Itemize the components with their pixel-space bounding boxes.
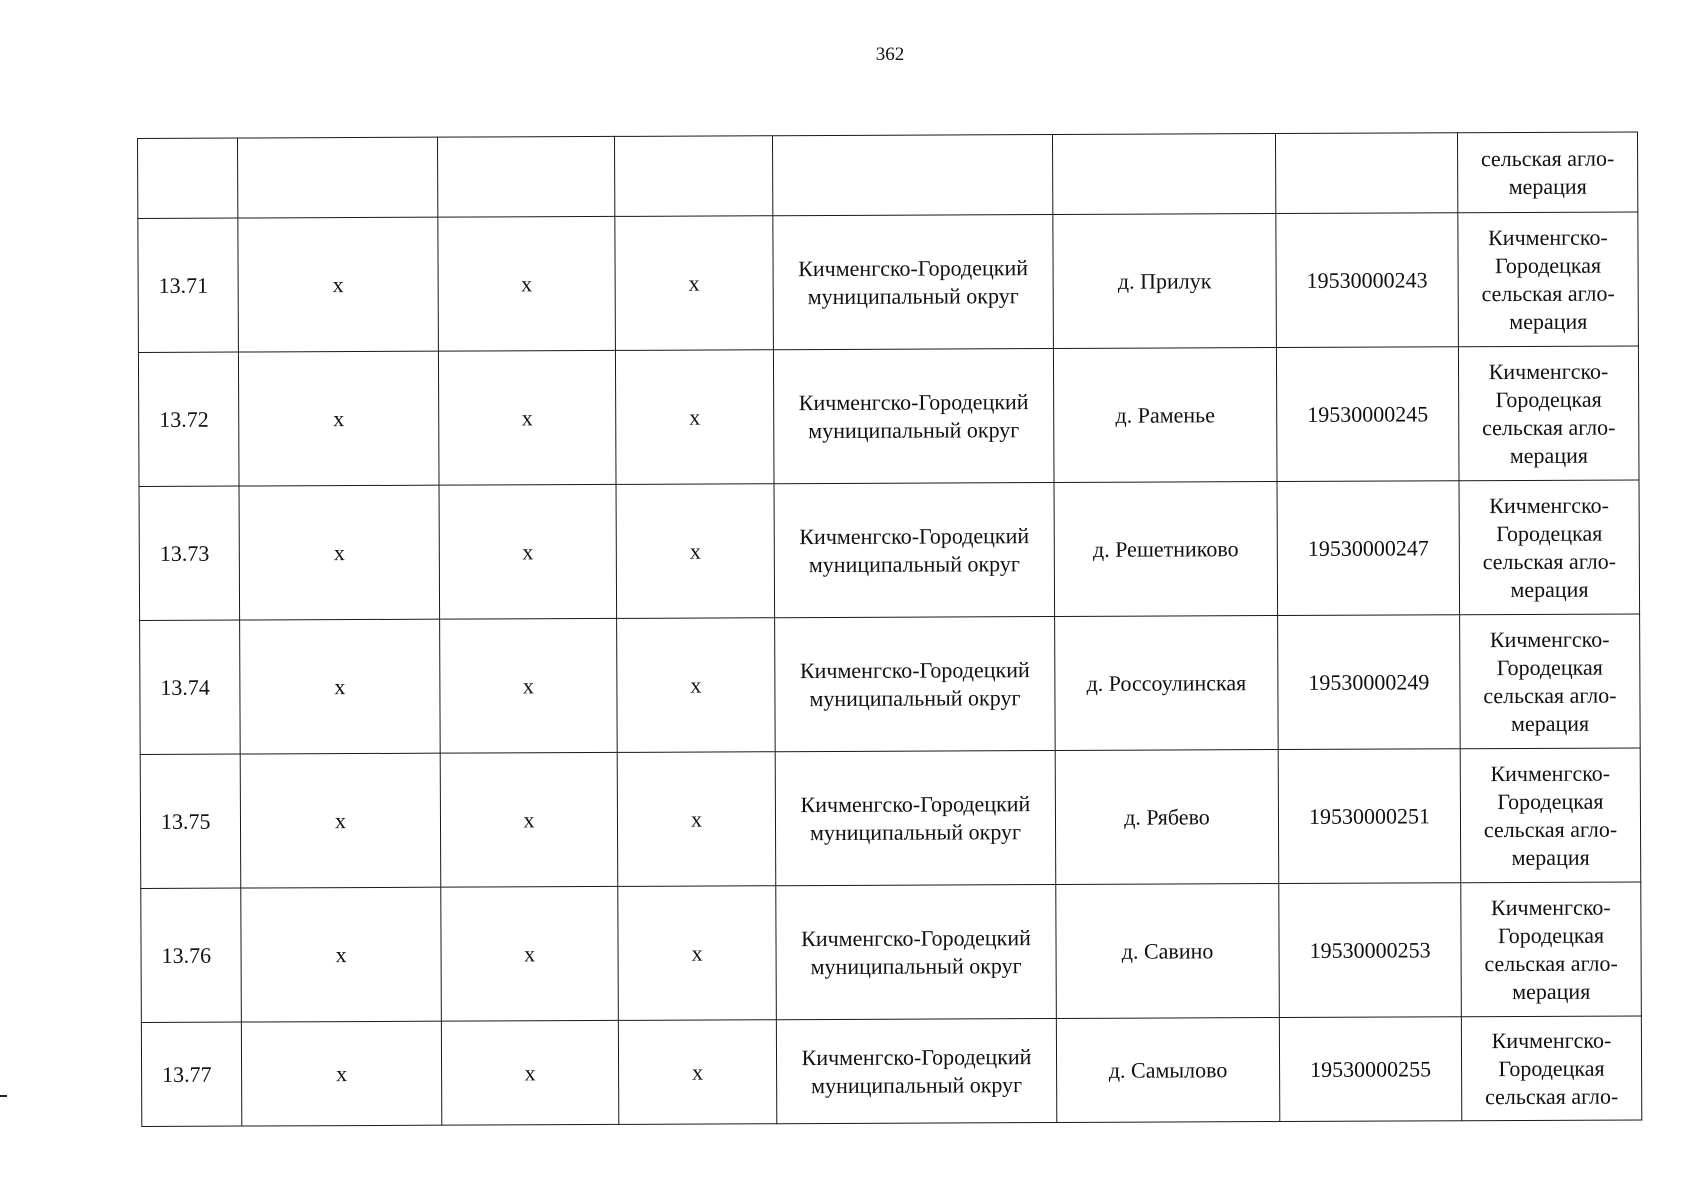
agglomeration-line: Городецкая xyxy=(1494,252,1602,278)
cell-settlement: д. Решетниково xyxy=(1054,482,1278,617)
agglomeration-line: мерация xyxy=(1511,844,1590,870)
cell-code: 19530000253 xyxy=(1279,883,1462,1018)
table-body xyxy=(138,132,1642,1127)
cell-col4 xyxy=(614,136,772,217)
cell-district xyxy=(776,1018,1056,1123)
agglomeration-line: Кичменгско- xyxy=(1488,224,1608,250)
agglomeration-line: сельская агло- xyxy=(1482,548,1617,574)
cell-settlement xyxy=(1052,134,1275,215)
cell-district xyxy=(774,483,1055,618)
cell-col2: х xyxy=(241,887,442,1022)
cell-number: 13.76 xyxy=(141,888,242,1022)
agglomeration-line: Кичменгско- xyxy=(1489,492,1609,518)
agglomeration-line: Городецкая xyxy=(1496,654,1603,680)
agglomeration-line: мерация xyxy=(1508,173,1587,199)
agglomeration-line: сельская агло- xyxy=(1481,280,1615,306)
cell-number: 13.73 xyxy=(139,486,240,620)
cell-col3: х xyxy=(438,350,616,485)
district-line: муниципальный округ xyxy=(808,550,1020,577)
cell-col2: х xyxy=(239,485,440,620)
cell-agglomeration xyxy=(1457,132,1637,213)
cell-col3: х xyxy=(438,216,616,351)
cell-col4: х xyxy=(616,484,775,619)
district-line: муниципальный округ xyxy=(810,952,1022,979)
cell-code xyxy=(1275,133,1457,214)
district-line: Кичменгско-Городецкий xyxy=(798,388,1029,415)
agglomeration-line: сельская агло- xyxy=(1484,1083,1619,1109)
cell-col3: х xyxy=(441,886,619,1021)
cell-col2 xyxy=(238,137,438,218)
district-line: Кичменгско-Городецкий xyxy=(799,522,1030,549)
agglomeration-line: сельская агло- xyxy=(1484,950,1618,976)
district-line: муниципальный округ xyxy=(811,1071,1023,1098)
margin-mark xyxy=(0,1095,7,1097)
agglomeration-line: мерация xyxy=(1509,308,1588,334)
cell-district xyxy=(773,349,1054,484)
agglomeration-line: Городецкая xyxy=(1498,1055,1605,1081)
table-row xyxy=(139,480,1640,621)
cell-number: 13.71 xyxy=(138,218,239,352)
agglomeration-line: Городецкая xyxy=(1496,520,1603,546)
cell-col4: х xyxy=(617,618,776,753)
cell-col3: х xyxy=(441,1020,618,1125)
agglomeration-line: сельская агло- xyxy=(1483,816,1618,842)
district-line: Кичменгско-Городецкий xyxy=(800,790,1031,817)
district-line: муниципальный округ xyxy=(808,416,1020,443)
cell-col3: х xyxy=(439,484,617,619)
cell-agglomeration xyxy=(1459,480,1640,615)
cell-settlement: д. Прилук xyxy=(1053,214,1277,349)
agglomeration-line: мерация xyxy=(1510,576,1589,602)
cell-settlement: д. Россоулинская xyxy=(1055,616,1279,751)
table-row xyxy=(141,882,1642,1023)
cell-agglomeration xyxy=(1461,882,1642,1017)
agglomeration-line: Кичменгско- xyxy=(1490,894,1611,920)
cell-settlement: д. Самылово xyxy=(1056,1018,1279,1123)
table-row xyxy=(140,614,1641,755)
cell-number: 13.72 xyxy=(138,352,239,486)
cell-col4: х xyxy=(615,216,774,351)
cell-settlement: д. Рябево xyxy=(1055,750,1279,885)
district-line: Кичменгско-Городецкий xyxy=(801,924,1031,951)
cell-col3: х xyxy=(440,618,618,753)
cell-settlement: д. Раменье xyxy=(1053,348,1277,483)
table-row xyxy=(138,212,1639,353)
table-row xyxy=(138,346,1639,487)
district-line: муниципальный округ xyxy=(809,684,1021,711)
cell-district xyxy=(772,135,1052,216)
cell-code: 19530000243 xyxy=(1276,213,1459,348)
agglomeration-line: Городецкая xyxy=(1495,386,1602,412)
cell-col2: х xyxy=(238,351,439,486)
page-number: 362 xyxy=(875,44,905,65)
cell-code: 19530000247 xyxy=(1277,481,1460,616)
cell-col2: х xyxy=(240,619,441,754)
cell-col3 xyxy=(437,136,614,217)
agglomeration-line: мерация xyxy=(1512,978,1591,1004)
cell-col4: х xyxy=(618,886,777,1021)
agglomeration-line: Городецкая xyxy=(1497,922,1605,948)
table-row xyxy=(141,1016,1641,1127)
cell-col4: х xyxy=(618,1020,776,1125)
cell-col2: х xyxy=(240,753,441,888)
cell-code: 19530000249 xyxy=(1278,615,1461,750)
cell-district xyxy=(775,750,1056,885)
cell-agglomeration xyxy=(1458,212,1639,347)
cell-code: 19530000251 xyxy=(1278,749,1461,884)
district-line: Кичменгско-Городецкий xyxy=(801,1043,1032,1070)
table-row xyxy=(140,748,1641,889)
cell-settlement: д. Савино xyxy=(1056,884,1280,1019)
cell-number: 13.77 xyxy=(141,1022,241,1126)
agglomeration-line: мерация xyxy=(1510,710,1590,736)
cell-district xyxy=(776,884,1057,1019)
cell-district xyxy=(775,617,1056,752)
cell-agglomeration xyxy=(1460,748,1641,883)
cell-col2: х xyxy=(238,217,439,352)
cell-number: 13.75 xyxy=(140,754,241,888)
cell-agglomeration xyxy=(1460,614,1641,749)
table-container xyxy=(137,131,1642,1127)
agglomeration-line: Кичменгско- xyxy=(1491,1027,1612,1053)
cell-number xyxy=(138,138,238,218)
agglomeration-line: Кичменгско- xyxy=(1488,358,1609,384)
agglomeration-line: сельская агло- xyxy=(1480,145,1615,171)
agglomeration-line: Городецкая xyxy=(1497,788,1604,814)
district-line: муниципальный округ xyxy=(807,282,1019,309)
agglomeration-line: сельская агло- xyxy=(1483,682,1617,708)
cell-col4: х xyxy=(615,350,774,485)
cell-code: 19530000245 xyxy=(1276,347,1459,482)
district-line: муниципальный округ xyxy=(809,818,1022,845)
agglomeration-line: сельская агло- xyxy=(1482,414,1616,440)
cell-col2: х xyxy=(241,1021,441,1126)
cell-code: 19530000255 xyxy=(1279,1017,1461,1122)
district-line: Кичменгско-Городецкий xyxy=(799,656,1030,683)
cell-col3: х xyxy=(440,752,618,887)
table-row-continued xyxy=(138,132,1638,219)
cell-district xyxy=(773,215,1054,350)
cell-agglomeration xyxy=(1458,346,1639,481)
cell-agglomeration xyxy=(1461,1016,1641,1121)
cell-number: 13.74 xyxy=(140,620,241,754)
settlements-table xyxy=(137,131,1642,1127)
district-line: Кичменгско-Городецкий xyxy=(798,254,1029,281)
cell-col4: х xyxy=(617,752,776,887)
agglomeration-line: Кичменгско- xyxy=(1489,626,1610,652)
agglomeration-line: мерация xyxy=(1509,442,1589,468)
agglomeration-line: Кичменгско- xyxy=(1490,760,1611,786)
